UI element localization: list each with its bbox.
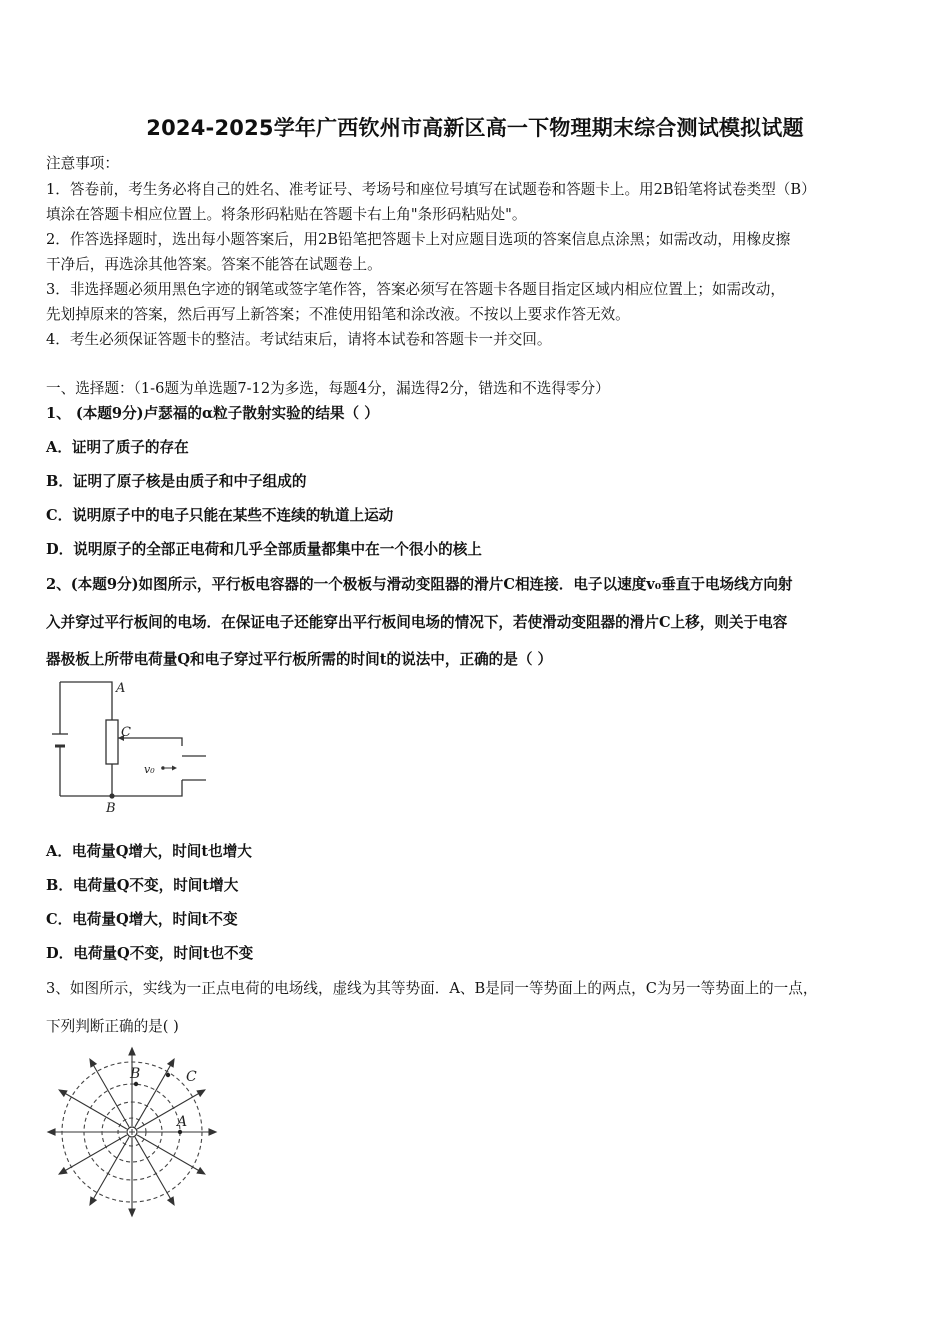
notice-line: 先划掉原来的答案，然后再写上新答案；不准使用铅笔和涂改液。不按以上要求作答无效。 (46, 306, 630, 323)
question-2-option-a: A．电荷量Q增大，时间t也增大 (46, 843, 252, 860)
notice-line: 1．答卷前，考生务必将自己的姓名、准考证号、考场号和座位号填写在试题卷和答题卡上。用2B铅笔将试卷类型（B） (46, 181, 816, 198)
question-1-option-b: B．证明了原子核是由质子和中子组成的 (46, 473, 307, 490)
question-1-option-a: A．证明了质子的存在 (46, 439, 189, 456)
question-2-stem: 2、(本题9分)如图所示，平行板电容器的一个极板与滑动变阻器的滑片C相连接．电子以速度v₀垂直于电场线方向射 (46, 576, 793, 593)
question-3-stem: 下列判断正确的是( ) (46, 1018, 179, 1035)
figure-label-a: A (116, 681, 126, 696)
question-3-field-figure (46, 1046, 220, 1218)
field-line-arrowhead (48, 1129, 55, 1135)
field-line-arrowhead (129, 1209, 135, 1216)
figure-label-v0: v₀ (144, 763, 155, 776)
field-line-arrowhead (197, 1168, 205, 1174)
field-line (135, 1137, 174, 1205)
question-3-stem: 3、如图所示，实线为一正点电荷的电场线，虚线为其等势面．A、B是同一等势面上的两点，C为另一等势面上的一点， (46, 980, 818, 997)
point-c (166, 1073, 170, 1077)
field-line-arrowhead (90, 1059, 96, 1067)
field-line-arrowhead (59, 1090, 67, 1096)
field-line (59, 1090, 127, 1129)
field-line-arrowhead (209, 1129, 216, 1135)
field-line (137, 1090, 205, 1129)
figure-label-c: C (121, 725, 131, 740)
notice-line: 3．非选择题必须用黑色字迹的钢笔或签字笔作答，答案必须写在答题卡各题目指定区域内相应位置上；如需改动， (46, 281, 785, 298)
notice-line: 填涂在答题卡相应位置上。将条形码粘贴在答题卡右上角"条形码粘贴处"。 (46, 206, 527, 223)
field-line (137, 1135, 205, 1174)
section-heading: 一、选择题：（1-6题为单选题7-12为多选，每题4分，漏选得2分，错选和不选得零分） (46, 380, 610, 397)
field-line-arrowhead (168, 1197, 174, 1205)
question-2-circuit-figure (44, 676, 214, 816)
field-line-arrowhead (59, 1168, 67, 1174)
question-1-stem: 1、 (本题9分)卢瑟福的α粒子散射实验的结果（ ） (46, 405, 379, 422)
point-a (178, 1130, 182, 1134)
question-1-option-c: C．说明原子中的电子只能在某些不连续的轨道上运动 (46, 507, 394, 524)
notice-line: 4．考生必须保证答题卡的整洁。考试结束后，请将本试卷和答题卡一并交回。 (46, 331, 552, 348)
question-2-option-b: B．电荷量Q不变，时间t增大 (46, 877, 239, 894)
field-line (135, 1059, 174, 1127)
field-line-arrowhead (129, 1048, 135, 1055)
notice-line: 干净后，再选涂其他答案。答案不能答在试题卷上。 (46, 256, 382, 273)
question-2-option-c: C．电荷量Q增大，时间t不变 (46, 911, 238, 928)
field-line-arrowhead (168, 1059, 174, 1067)
notice-line: 2．作答选择题时，选出每小题答案后，用2B铅笔把答题卡上对应题目选项的答案信息点涂黑；如需改动，用橡皮擦 (46, 231, 791, 248)
question-2-option-d: D．电荷量Q不变，时间t也不变 (46, 945, 254, 962)
question-1-option-d: D．说明原子的全部正电荷和几乎全部质量都集中在一个很小的核上 (46, 541, 482, 558)
field-line-arrowhead (90, 1197, 96, 1205)
figure-label-a: A (177, 1114, 188, 1130)
figure-label-c: C (186, 1069, 197, 1085)
field-line-arrowhead (197, 1090, 205, 1096)
page-title: 2024-2025学年广西钦州市高新区高一下物理期末综合测试模拟试题 (146, 116, 804, 140)
figure-label-b: B (106, 801, 116, 816)
notice-heading: 注意事项： (46, 155, 119, 172)
question-2-stem: 入并穿过平行板间的电场．在保证电子还能穿出平行板间电场的情况下，若使滑动变阻器的滑片C上移，则关于电容 (46, 614, 788, 631)
point-b (134, 1082, 138, 1086)
figure-label-b: B (130, 1066, 141, 1082)
field-line (90, 1137, 129, 1205)
field-line (90, 1059, 129, 1127)
field-line (59, 1135, 127, 1174)
question-2-stem: 器极板上所带电荷量Q和电子穿过平行板所需的时间t的说法中，正确的是（ ） (46, 651, 553, 668)
